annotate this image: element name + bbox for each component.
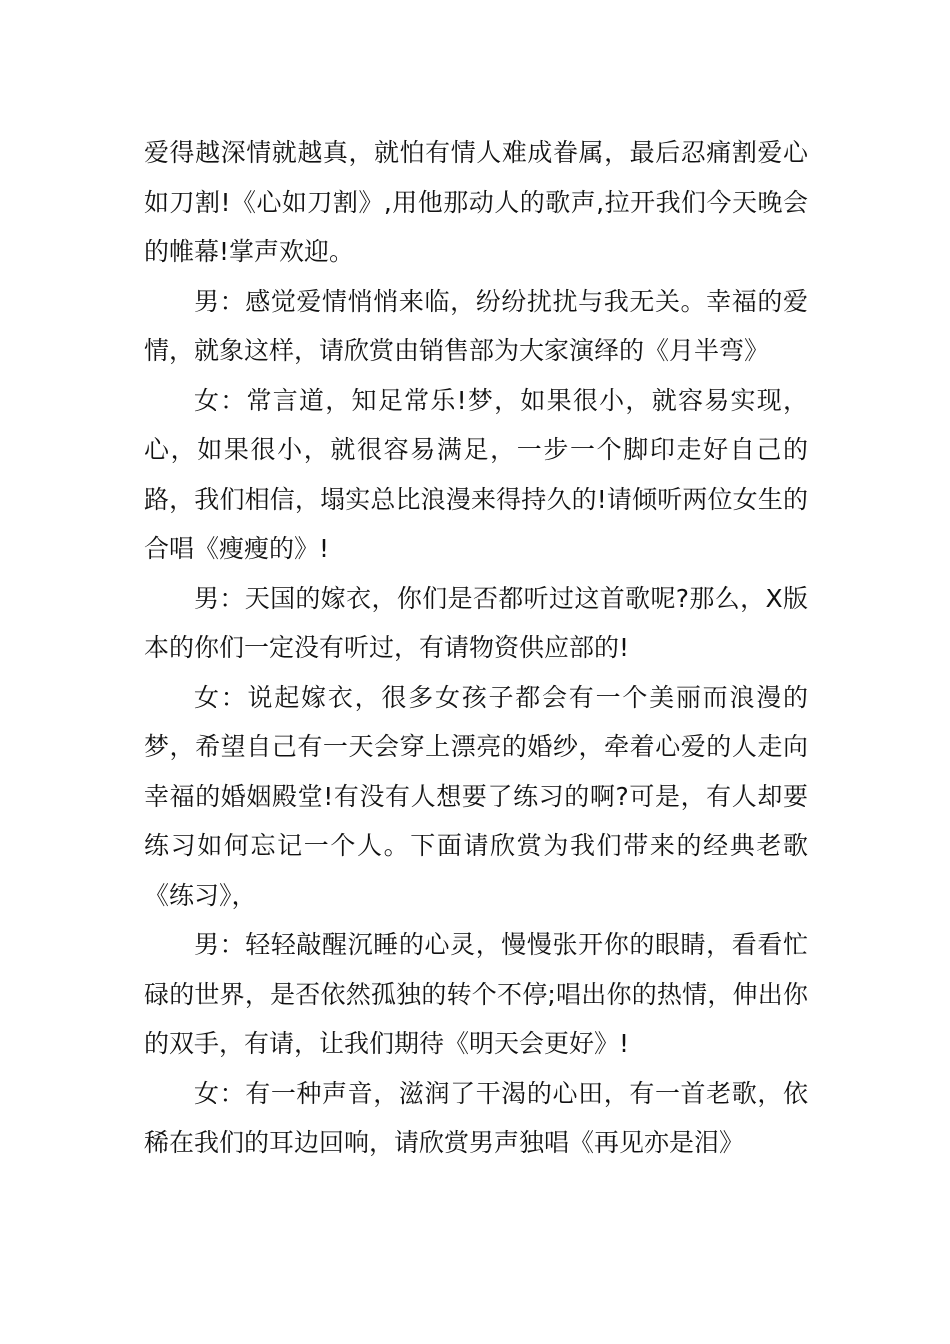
paragraph-continued: 爱得越深情就越真，就怕有情人难成眷属，最后忍痛割爱心如刀割!《心如刀割》,用他那动人的歌声,拉开我们今天晚会的帷幕!掌声欢迎。 [144, 138, 808, 266]
paragraph-male-3: 男：轻轻敲醒沉睡的心灵，慢慢张开你的眼睛，看看忙碌的世界，是否依然孤独的转个不停;唱出你的热情，伸出你的双手，有请，让我们期待《明天会更好》! [144, 930, 808, 1058]
paragraph-male-1: 男：感觉爱情悄悄来临，纷纷扰扰与我无关。幸福的爱情，就象这样，请欣赏由销售部为大家演绎的《月半弯》 [144, 286, 808, 365]
paragraph-female-1: 女：常言道，知足常乐!梦，如果很小，就容易实现，心，如果很小，就很容易满足，一步一个脚印走好自己的路，我们相信，塌实总比浪漫来得持久的!请倾听两位女生的合唱《瘦瘦的》! [144, 385, 808, 563]
paragraph-male-2: 男：天国的嫁衣，你们是否都听过这首歌呢?那么，X版本的你们一定没有听过，有请物资供应部的! [144, 583, 808, 662]
paragraph-female-2: 女：说起嫁衣，很多女孩子都会有一个美丽而浪漫的梦，希望自己有一天会穿上漂亮的婚纱，牵着心爱的人走向幸福的婚姻殿堂!有没有人想要了练习的啊?可是，有人却要练习如何忘记一个人。下面请欣赏为我们带来的经典老歌《练习》， [144, 682, 808, 910]
paragraph-female-3: 女：有一种声音，滋润了干渴的心田，有一首老歌，依稀在我们的耳边回响，请欣赏男声独唱《再见亦是泪》 [144, 1078, 808, 1157]
document-body [144, 128, 808, 1168]
